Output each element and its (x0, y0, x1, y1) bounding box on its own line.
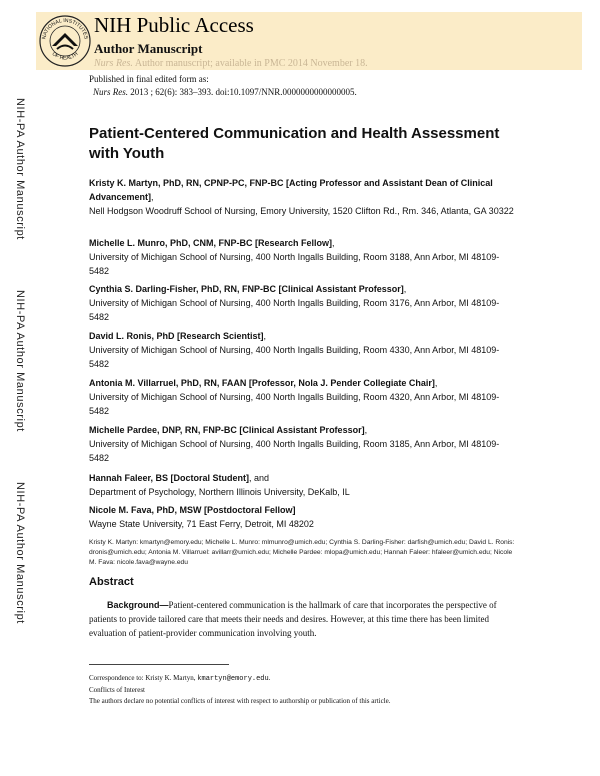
conflicts-heading: Conflicts of Interest (89, 686, 145, 694)
author-entry (89, 376, 517, 418)
correspondence-note (89, 674, 270, 683)
author-sep: , and (249, 473, 270, 483)
svg-text:NATIONAL INSTITUTES: NATIONAL INSTITUTES (41, 17, 89, 40)
author-emails: Kristy K. Martyn: kmartyn@emory.edu; Michelle L. Munro: mlmunro@umich.edu; Cynthia S. Darling-Fisher: darfish@umich.edu; David L. Ronis: dronis@umich.edu; Antonia M. Villarruel: avillarr@umich.edu; Michelle Pardee: mlopa@umich.edu; Hannah Faleer: hfaleer@umich.edu; Nicole M. Fava: nicole.fava@wayne.edu (89, 539, 515, 566)
author-name-line (89, 423, 517, 437)
background-label: Background— (107, 600, 169, 610)
author-entry (89, 176, 517, 218)
side-label-1: NIH-PA Author Manuscript (14, 98, 26, 240)
journal-abbrev: Nurs Res. (94, 58, 133, 69)
conflicts-text: The authors declare no potential conflicts of interest with respect to authorship or publication of this article. (89, 697, 391, 705)
author-name: Nicole M. Fava, PhD, MSW [Postdoctoral Fellow] (89, 505, 296, 515)
author-affiliation: University of Michigan School of Nursing, 400 North Ingalls Building, Room 4320, Ann Arbor, MI 48109-5482 (89, 392, 500, 416)
author-entry (89, 329, 517, 371)
author-entry (89, 423, 517, 465)
correspondence-label: Correspondence to: Kristy K. Martyn, (89, 674, 198, 682)
citation-text: 2013 ; 62(6): 383–393. doi:10.1097/NNR.0000000000000005. (128, 87, 357, 97)
author-name-line (89, 176, 517, 204)
article-title: Patient-Centered Communication and Health Assessment with Youth (89, 125, 500, 162)
author-name: David L. Ronis, PhD [Research Scientist] (89, 331, 264, 341)
footnote-divider (89, 664, 229, 665)
author-name-line (89, 376, 517, 390)
author-sep: , (364, 425, 368, 435)
author-entry (89, 236, 517, 278)
author-name-line (89, 329, 517, 343)
citation-line (93, 87, 357, 97)
author-name: Michelle L. Munro, PhD, CNM, FNP-BC [Research Fellow] (89, 238, 333, 248)
side-label-3: NIH-PA Author Manuscript (14, 482, 26, 624)
author-affiliation: Wayne State University, 71 East Ferry, Detroit, MI 48202 (89, 519, 314, 529)
author-sep: , (434, 378, 438, 388)
svg-text:OF HEALTH: OF HEALTH (50, 51, 80, 62)
author-affiliation: University of Michigan School of Nursing, 400 North Ingalls Building, Room 3188, Ann Arbor, MI 48109-5482 (89, 252, 500, 276)
author-affiliation: Nell Hodgson Woodruff School of Nursing, Emory University, 1520 Clifton Rd., Rm. 346, Atlanta, GA 30322 (89, 206, 514, 216)
author-name-line (89, 503, 517, 517)
abstract-heading: Abstract (89, 576, 134, 588)
author-sep: , (263, 331, 267, 341)
author-name: Hannah Faleer, BS [Doctoral Student] (89, 473, 250, 483)
author-name: Michelle Pardee, DNP, RN, FNP-BC [Clinical Assistant Professor] (89, 425, 365, 435)
page-title: NIH Public Access (94, 13, 254, 37)
author-name-line (89, 282, 517, 296)
author-sep: , (151, 192, 154, 202)
page-subtitle: Author Manuscript (94, 41, 203, 56)
author-affiliation: Department of Psychology, Northern Illinois University, DeKalb, IL (89, 487, 350, 497)
author-affiliation: University of Michigan School of Nursing, 400 North Ingalls Building, Room 3185, Ann Arbor, MI 48109-5482 (89, 439, 500, 463)
author-name-line (89, 236, 517, 250)
author-entry (89, 503, 517, 531)
author-sep: , (403, 284, 407, 294)
author-entry (89, 471, 517, 499)
side-label-2: NIH-PA Author Manuscript (14, 290, 26, 432)
author-name: Kristy K. Martyn, PhD, RN, CPNP-PC, FNP-BC [Acting Professor and Assistant Dean of Clinical Advancement] (89, 178, 493, 202)
citation-journal: Nurs Res. (93, 87, 129, 97)
availability-line (94, 58, 368, 69)
author-entry (89, 282, 517, 324)
author-name: Antonia M. Villarruel, PhD, RN, FAAN [Professor, Nola J. Pender Collegiate Chair] (89, 378, 435, 388)
abstract-background (89, 598, 517, 640)
author-name-line (89, 471, 517, 485)
nih-logo (38, 12, 92, 68)
correspondence-email[interactable]: kmartyn@emory.edu (197, 675, 269, 683)
published-label: Published in final edited form as: (89, 74, 209, 84)
author-affiliation: University of Michigan School of Nursing, 400 North Ingalls Building, Room 3176, Ann Arbor, MI 48109-5482 (89, 298, 500, 322)
background-text: Patient-centered communication is the hallmark of care that incorporates the perspective of patients to provide tailored care that meets their needs and desires. However, at this time there has been limited evaluation of patient-provider communication involving youth. (89, 600, 497, 638)
author-sep: , (332, 238, 335, 248)
author-affiliation: University of Michigan School of Nursing, 400 North Ingalls Building, Room 4330, Ann Arbor, MI 48109-5482 (89, 345, 500, 369)
availability-text: Author manuscript; available in PMC 2014 November 18. (132, 58, 368, 69)
author-name: Cynthia S. Darling-Fisher, PhD, RN, FNP-BC [Clinical Assistant Professor] (89, 284, 404, 294)
correspondence-end: . (268, 674, 271, 682)
